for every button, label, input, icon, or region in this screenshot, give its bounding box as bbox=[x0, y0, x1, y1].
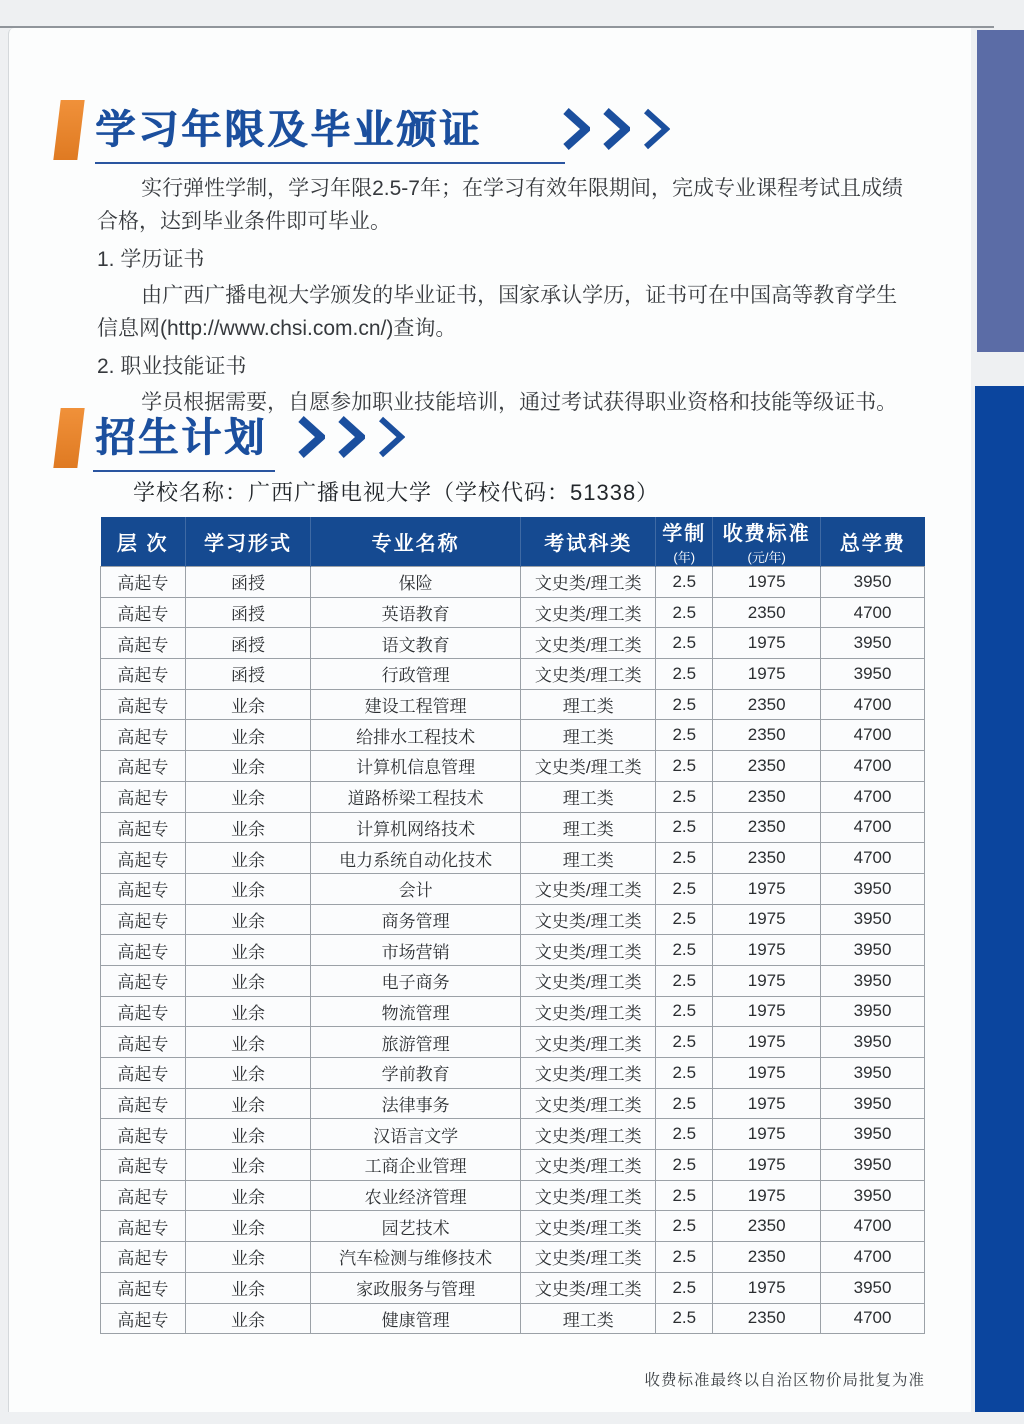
table-cell: 高起专 bbox=[101, 873, 186, 904]
table-cell: 2.5 bbox=[656, 1303, 713, 1334]
table-cell: 高起专 bbox=[101, 1150, 186, 1181]
table-cell: 3950 bbox=[821, 1058, 925, 1089]
table-cell: 文史类/理工类 bbox=[521, 904, 656, 935]
table-cell: 1975 bbox=[713, 873, 821, 904]
table-cell: 2350 bbox=[713, 597, 821, 628]
table-row bbox=[101, 1211, 925, 1242]
chevron-right-icon bbox=[337, 415, 365, 459]
table-cell: 行政管理 bbox=[311, 659, 521, 690]
table-cell: 旅游管理 bbox=[311, 1027, 521, 1058]
col-header-duration: 学制 (年) bbox=[656, 517, 713, 567]
table-row bbox=[101, 1303, 925, 1334]
col-header-total-tuition: 总学费 bbox=[821, 517, 925, 567]
table-cell: 文史类/理工类 bbox=[521, 628, 656, 659]
table-cell: 2.5 bbox=[656, 1242, 713, 1273]
right-accent-bar-bottom bbox=[975, 386, 1024, 1412]
table-row bbox=[101, 1180, 925, 1211]
table-cell: 高起专 bbox=[101, 751, 186, 782]
table-cell: 3950 bbox=[821, 996, 925, 1027]
table-cell: 高起专 bbox=[101, 567, 186, 598]
table-row bbox=[101, 659, 925, 690]
table-cell: 业余 bbox=[185, 751, 310, 782]
table-cell: 3950 bbox=[821, 904, 925, 935]
table-row bbox=[101, 720, 925, 751]
table-cell: 1975 bbox=[713, 659, 821, 690]
table-cell: 2350 bbox=[713, 781, 821, 812]
table-cell: 2350 bbox=[713, 689, 821, 720]
table-cell: 2.5 bbox=[656, 843, 713, 874]
table-cell: 物流管理 bbox=[311, 996, 521, 1027]
table-cell: 1975 bbox=[713, 1027, 821, 1058]
table-cell: 1975 bbox=[713, 965, 821, 996]
table-cell: 业余 bbox=[185, 1242, 310, 1273]
table-cell: 计算机网络技术 bbox=[311, 812, 521, 843]
table-cell: 业余 bbox=[185, 843, 310, 874]
table-cell: 业余 bbox=[185, 996, 310, 1027]
table-cell: 业余 bbox=[185, 1027, 310, 1058]
table-cell: 文史类/理工类 bbox=[521, 1211, 656, 1242]
table-cell: 高起专 bbox=[101, 659, 186, 690]
table-cell: 高起专 bbox=[101, 1303, 186, 1334]
table-cell: 文史类/理工类 bbox=[521, 1150, 656, 1181]
table-cell: 文史类/理工类 bbox=[521, 1242, 656, 1273]
table-cell: 文史类/理工类 bbox=[521, 659, 656, 690]
table-cell: 理工类 bbox=[521, 812, 656, 843]
table-cell: 道路桥梁工程技术 bbox=[311, 781, 521, 812]
table-cell: 2.5 bbox=[656, 659, 713, 690]
table-cell: 文史类/理工类 bbox=[521, 567, 656, 598]
table-cell: 2.5 bbox=[656, 904, 713, 935]
study-text-block bbox=[97, 172, 917, 419]
table-row bbox=[101, 812, 925, 843]
col-header-major: 专业名称 bbox=[311, 517, 521, 567]
table-cell: 4700 bbox=[821, 597, 925, 628]
table-cell: 2350 bbox=[713, 751, 821, 782]
list-item-2-label: 2. 职业技能证书 bbox=[97, 355, 247, 378]
table-cell: 高起专 bbox=[101, 965, 186, 996]
table-row bbox=[101, 1150, 925, 1181]
table-cell: 3950 bbox=[821, 1180, 925, 1211]
table-cell: 4700 bbox=[821, 1303, 925, 1334]
table-cell: 保险 bbox=[311, 567, 521, 598]
table-cell: 2.5 bbox=[656, 812, 713, 843]
table-row bbox=[101, 965, 925, 996]
table-cell: 1975 bbox=[713, 1150, 821, 1181]
table-cell: 高起专 bbox=[101, 904, 186, 935]
table-cell: 函授 bbox=[185, 597, 310, 628]
table-cell: 业余 bbox=[185, 1088, 310, 1119]
table-cell: 业余 bbox=[185, 1058, 310, 1089]
table-cell: 1975 bbox=[713, 1058, 821, 1089]
col-header-study-form: 学习形式 bbox=[185, 517, 310, 567]
table-header-row bbox=[101, 517, 925, 567]
table-cell: 4700 bbox=[821, 720, 925, 751]
table-cell: 2.5 bbox=[656, 781, 713, 812]
table-cell: 高起专 bbox=[101, 1058, 186, 1089]
table-row bbox=[101, 1242, 925, 1273]
table-cell: 高起专 bbox=[101, 1180, 186, 1211]
table-cell: 3950 bbox=[821, 567, 925, 598]
table-cell: 理工类 bbox=[521, 689, 656, 720]
table-cell: 给排水工程技术 bbox=[311, 720, 521, 751]
table-cell: 1975 bbox=[713, 1088, 821, 1119]
table-cell: 电子商务 bbox=[311, 965, 521, 996]
table-cell: 文史类/理工类 bbox=[521, 1119, 656, 1150]
list-item-2-body: 学员根据需要，自愿参加职业技能培训，通过考试获得职业资格和技能等级证书。 bbox=[141, 391, 898, 414]
table-cell: 业余 bbox=[185, 935, 310, 966]
table-cell: 高起专 bbox=[101, 1088, 186, 1119]
table-cell: 业余 bbox=[185, 720, 310, 751]
table-cell: 4700 bbox=[821, 1211, 925, 1242]
table-cell: 2.5 bbox=[656, 1027, 713, 1058]
table-cell: 电力系统自动化技术 bbox=[311, 843, 521, 874]
table-cell: 1975 bbox=[713, 996, 821, 1027]
list-item-1-body: 由广西广播电视大学颁发的毕业证书，国家承认学历，证书可在中国高等教育学生信息网(http://www.chsi.com.cn/)查询。 bbox=[97, 284, 898, 340]
table-cell: 2.5 bbox=[656, 689, 713, 720]
table-cell: 3950 bbox=[821, 1088, 925, 1119]
chevron-right-icon bbox=[377, 415, 405, 459]
table-cell: 2350 bbox=[713, 812, 821, 843]
table-cell: 汽车检测与维修技术 bbox=[311, 1242, 521, 1273]
table-cell: 业余 bbox=[185, 1150, 310, 1181]
paragraph-intro: 实行弹性学制，学习年限2.5-7年；在学习有效年限期间，完成专业课程考试且成绩合格，达到毕业条件即可毕业。 bbox=[97, 177, 903, 233]
table-cell: 健康管理 bbox=[311, 1303, 521, 1334]
chevron-right-icon bbox=[297, 415, 325, 459]
table-cell: 会计 bbox=[311, 873, 521, 904]
table-cell: 1975 bbox=[713, 935, 821, 966]
table-row bbox=[101, 873, 925, 904]
table-cell: 2.5 bbox=[656, 996, 713, 1027]
table-cell: 语文教育 bbox=[311, 628, 521, 659]
table-cell: 商务管理 bbox=[311, 904, 521, 935]
table-cell: 计算机信息管理 bbox=[311, 751, 521, 782]
table-cell: 4700 bbox=[821, 751, 925, 782]
table-cell: 高起专 bbox=[101, 1242, 186, 1273]
table-cell: 文史类/理工类 bbox=[521, 597, 656, 628]
table-cell: 2350 bbox=[713, 720, 821, 751]
table-cell: 2.5 bbox=[656, 1119, 713, 1150]
table-row bbox=[101, 1027, 925, 1058]
table-cell: 文史类/理工类 bbox=[521, 935, 656, 966]
table-cell: 函授 bbox=[185, 659, 310, 690]
table-cell: 4700 bbox=[821, 781, 925, 812]
table-cell: 1975 bbox=[713, 1180, 821, 1211]
table-cell: 建设工程管理 bbox=[311, 689, 521, 720]
table-cell: 学前教育 bbox=[311, 1058, 521, 1089]
table-cell: 3950 bbox=[821, 1119, 925, 1150]
table-cell: 4700 bbox=[821, 812, 925, 843]
table-cell: 1975 bbox=[713, 628, 821, 659]
table-cell: 2.5 bbox=[656, 935, 713, 966]
list-item-1-label: 1. 学历证书 bbox=[97, 248, 205, 271]
table-cell: 3950 bbox=[821, 1272, 925, 1303]
col-header-level: 层 次 bbox=[101, 517, 186, 567]
chevron-right-icon bbox=[642, 107, 670, 151]
col-header-exam-category: 考试科类 bbox=[521, 517, 656, 567]
table-cell: 3950 bbox=[821, 935, 925, 966]
table-cell: 2.5 bbox=[656, 628, 713, 659]
table-cell: 业余 bbox=[185, 781, 310, 812]
chevrons-decoration bbox=[562, 107, 670, 151]
table-cell: 文史类/理工类 bbox=[521, 751, 656, 782]
chevrons-decoration bbox=[297, 415, 405, 459]
table-cell: 函授 bbox=[185, 567, 310, 598]
table-cell: 2350 bbox=[713, 843, 821, 874]
table-cell: 高起专 bbox=[101, 812, 186, 843]
section-underline bbox=[93, 470, 275, 472]
table-cell: 2350 bbox=[713, 1303, 821, 1334]
table-row bbox=[101, 689, 925, 720]
table-cell: 法律事务 bbox=[311, 1088, 521, 1119]
enrollment-plan-table bbox=[100, 517, 925, 1334]
table-cell: 理工类 bbox=[521, 720, 656, 751]
table-cell: 文史类/理工类 bbox=[521, 873, 656, 904]
table-cell: 文史类/理工类 bbox=[521, 1088, 656, 1119]
table-cell: 高起专 bbox=[101, 689, 186, 720]
chevron-right-icon bbox=[602, 107, 630, 151]
table-cell: 1975 bbox=[713, 904, 821, 935]
table-cell: 文史类/理工类 bbox=[521, 965, 656, 996]
table-body bbox=[101, 567, 925, 1334]
table-cell: 汉语言文学 bbox=[311, 1119, 521, 1150]
table-cell: 高起专 bbox=[101, 996, 186, 1027]
table-cell: 1975 bbox=[713, 567, 821, 598]
section-title-study: 学习年限及毕业颁证 bbox=[95, 108, 482, 152]
table-cell: 3950 bbox=[821, 628, 925, 659]
table-cell: 2.5 bbox=[656, 1088, 713, 1119]
table-cell: 2.5 bbox=[656, 1211, 713, 1242]
table-row bbox=[101, 1119, 925, 1150]
table-cell: 家政服务与管理 bbox=[311, 1272, 521, 1303]
school-name-line: 学校名称：广西广播电视大学（学校代码：51338） bbox=[133, 480, 660, 505]
table-cell: 业余 bbox=[185, 873, 310, 904]
section-underline bbox=[95, 162, 565, 164]
table-cell: 文史类/理工类 bbox=[521, 996, 656, 1027]
table-row bbox=[101, 628, 925, 659]
table-row bbox=[101, 567, 925, 598]
table-row bbox=[101, 1088, 925, 1119]
table-cell: 高起专 bbox=[101, 1027, 186, 1058]
table-cell: 4700 bbox=[821, 1242, 925, 1273]
table-cell: 3950 bbox=[821, 659, 925, 690]
table-cell: 园艺技术 bbox=[311, 1211, 521, 1242]
table-cell: 文史类/理工类 bbox=[521, 1180, 656, 1211]
table-cell: 1975 bbox=[713, 1119, 821, 1150]
table-cell: 2.5 bbox=[656, 751, 713, 782]
table-cell: 高起专 bbox=[101, 597, 186, 628]
table-cell: 2.5 bbox=[656, 720, 713, 751]
table-cell: 2.5 bbox=[656, 567, 713, 598]
table-cell: 业余 bbox=[185, 1303, 310, 1334]
table-cell: 2.5 bbox=[656, 597, 713, 628]
table-cell: 高起专 bbox=[101, 843, 186, 874]
table-cell: 2.5 bbox=[656, 1180, 713, 1211]
table-cell: 4700 bbox=[821, 689, 925, 720]
table-cell: 2350 bbox=[713, 1211, 821, 1242]
table-cell: 农业经济管理 bbox=[311, 1180, 521, 1211]
table-cell: 理工类 bbox=[521, 1303, 656, 1334]
table-cell: 高起专 bbox=[101, 1272, 186, 1303]
table-cell: 业余 bbox=[185, 1272, 310, 1303]
table-cell: 1975 bbox=[713, 1272, 821, 1303]
table-cell: 业余 bbox=[185, 965, 310, 996]
table-cell: 高起专 bbox=[101, 628, 186, 659]
table-row bbox=[101, 904, 925, 935]
table-cell: 2.5 bbox=[656, 1150, 713, 1181]
table-cell: 工商企业管理 bbox=[311, 1150, 521, 1181]
table-cell: 文史类/理工类 bbox=[521, 1027, 656, 1058]
table-cell: 3950 bbox=[821, 1150, 925, 1181]
col-header-fee: 收费标准 (元/年) bbox=[713, 517, 821, 567]
right-accent-bar-top bbox=[977, 30, 1024, 352]
table-cell: 2.5 bbox=[656, 873, 713, 904]
table-cell: 英语教育 bbox=[311, 597, 521, 628]
table-cell: 3950 bbox=[821, 965, 925, 996]
table-cell: 市场营销 bbox=[311, 935, 521, 966]
table-cell: 2.5 bbox=[656, 1272, 713, 1303]
table-row bbox=[101, 1058, 925, 1089]
table-row bbox=[101, 781, 925, 812]
table-cell: 3950 bbox=[821, 1027, 925, 1058]
table-cell: 文史类/理工类 bbox=[521, 1272, 656, 1303]
table-cell: 函授 bbox=[185, 628, 310, 659]
table-cell: 业余 bbox=[185, 1180, 310, 1211]
table-cell: 2.5 bbox=[656, 1058, 713, 1089]
table-cell: 理工类 bbox=[521, 843, 656, 874]
table-row bbox=[101, 597, 925, 628]
table-row bbox=[101, 935, 925, 966]
table-cell: 业余 bbox=[185, 1119, 310, 1150]
table-cell: 高起专 bbox=[101, 935, 186, 966]
table-row bbox=[101, 996, 925, 1027]
table-cell: 2350 bbox=[713, 1242, 821, 1273]
table-cell: 理工类 bbox=[521, 781, 656, 812]
table-cell: 业余 bbox=[185, 904, 310, 935]
table-row bbox=[101, 1272, 925, 1303]
chevron-right-icon bbox=[562, 107, 590, 151]
table-cell: 业余 bbox=[185, 812, 310, 843]
fee-disclaimer-note: 收费标准最终以自治区物价局批复为准 bbox=[644, 1372, 925, 1389]
section-title-enrollment: 招生计划 bbox=[95, 416, 267, 460]
table-cell: 3950 bbox=[821, 873, 925, 904]
table-cell: 4700 bbox=[821, 843, 925, 874]
table-cell: 高起专 bbox=[101, 1119, 186, 1150]
table-cell: 业余 bbox=[185, 689, 310, 720]
table-row bbox=[101, 843, 925, 874]
table-row bbox=[101, 751, 925, 782]
table-cell: 业余 bbox=[185, 1211, 310, 1242]
table-cell: 高起专 bbox=[101, 720, 186, 751]
table-cell: 2.5 bbox=[656, 965, 713, 996]
table-cell: 文史类/理工类 bbox=[521, 1058, 656, 1089]
table-cell: 高起专 bbox=[101, 1211, 186, 1242]
table-cell: 高起专 bbox=[101, 781, 186, 812]
